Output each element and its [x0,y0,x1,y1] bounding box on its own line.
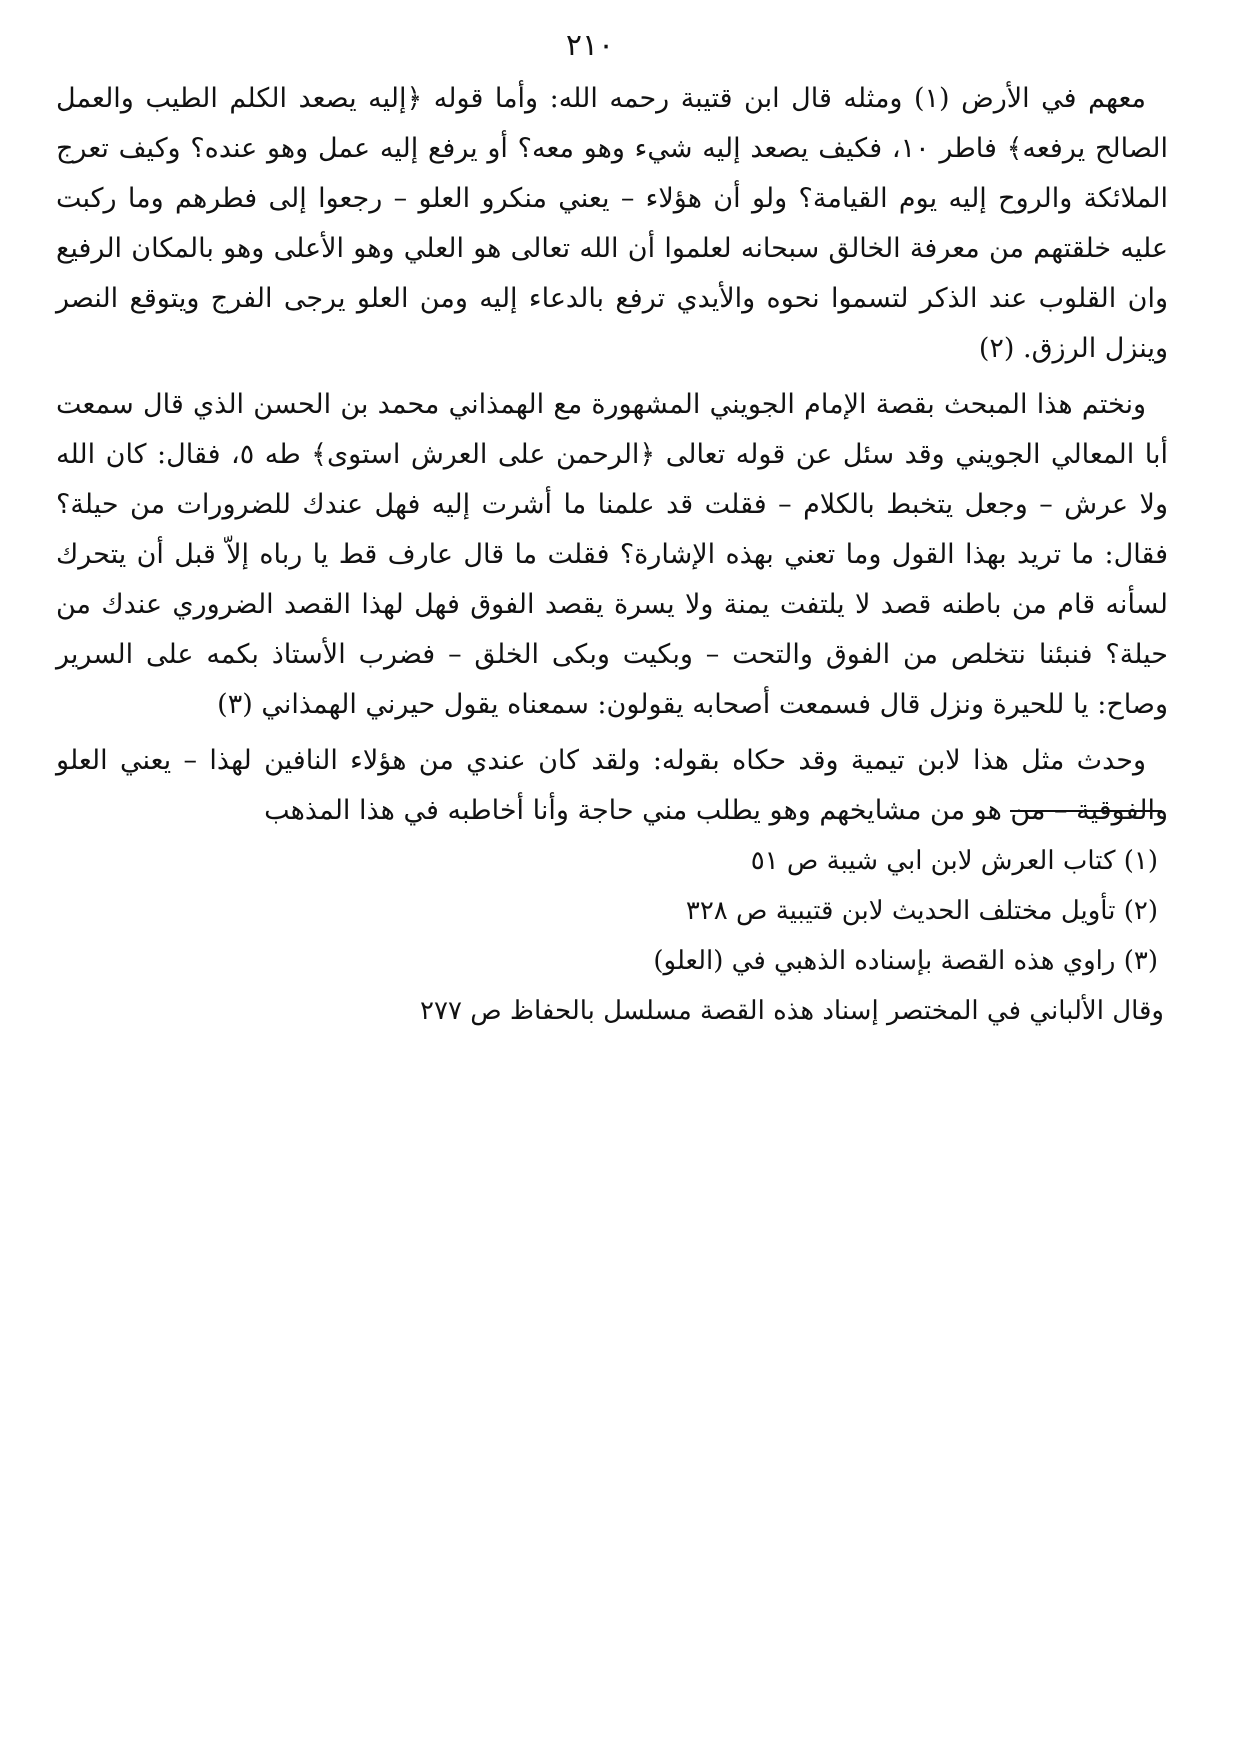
page-number: ٢١٠ [565,28,615,63]
main-text [56,74,1168,842]
footnote-3: (٣) راوي هذه القصة بإسناده الذهبي في (العلو) [653,946,1158,976]
footnote-1: (١) كتاب العرش لابن ابي شيبة ص ٥١ [750,846,1158,876]
footnote-separator [1010,810,1162,812]
footnote-note: وقال الألباني في المختصر إسناد هذه القصة مسلسل بالحفاظ ص ٢٧٧ [420,996,1164,1026]
paragraph-1: معهم في الأرض (١) ومثله قال ابن قتيبة رحمه الله: وأما قوله ﴿إليه يصعد الكلم الطيب والعمل الصالح يرفعه﴾ فاطر ١٠، فكيف يصعد إليه شيء وهو معه؟ أو يرفع إليه عمل وهو عنده؟ وكيف تعرج الملائكة والروح إليه يوم القيامة؟ ولو أن هؤلاء – يعني منكرو العلو – رجعوا إلى فطرهم وما ركبت عليه خلقتهم من معرفة الخالق سبحانه لعلموا أن الله تعالى هو العلي وهو الأعلى وهو بالمكان الرفيع وان القلوب عند الذكر لتسموا نحوه والأيدي ترفع بالدعاء إليه ومن العلو يرجى الفرج ويتوقع النصر وينزل الرزق. (٢) [56,83,1169,364]
footnote-2: (٢) تأويل مختلف الحديث لابن قتيبية ص ٣٢٨ [685,896,1158,926]
footnotes [56,836,1164,1036]
paragraph-3: وحدث مثل هذا لابن تيمية وقد حكاه بقوله: ولقد كان عندي من هؤلاء النافين لهذا – يعني العلو والفوقية – من هو من مشايخهم وهو يطلب مني حاجة وأنا أخاطبه في هذا المذهب [56,745,1168,826]
paragraph-2: ونختم هذا المبحث بقصة الإمام الجويني المشهورة مع الهمذاني محمد بن الحسن الذي قال سمعت أبا المعالي الجويني وقد سئل عن قوله تعالى ﴿الرحمن على العرش استوى﴾ طه ٥، فقال: كان الله ولا عرش – وجعل يتخبط بالكلام – فقلت قد علمنا ما أشرت إليه فهل عندك للضرورات من حيلة؟ فقال: ما تريد بهذا القول وما تعني بهذه الإشارة؟ فقلت ما قال عارف قط يا رباه إلاّ قبل أن يتحرك لسأنه قام من باطنه قصد لا يلتفت يمنة ولا يسرة يقصد الفوق فهل لهذا القصد الضروري عندك من حيلة؟ فنبئنا نتخلص من الفوق والتحت – وبكيت وبكى الخلق – فضرب الأستاذ بكمه على السرير وصاح: يا للحيرة ونزل قال فسمعت أصحابه يقولون: سمعناه يقول حيرني الهمذاني (٣) [56,389,1168,720]
